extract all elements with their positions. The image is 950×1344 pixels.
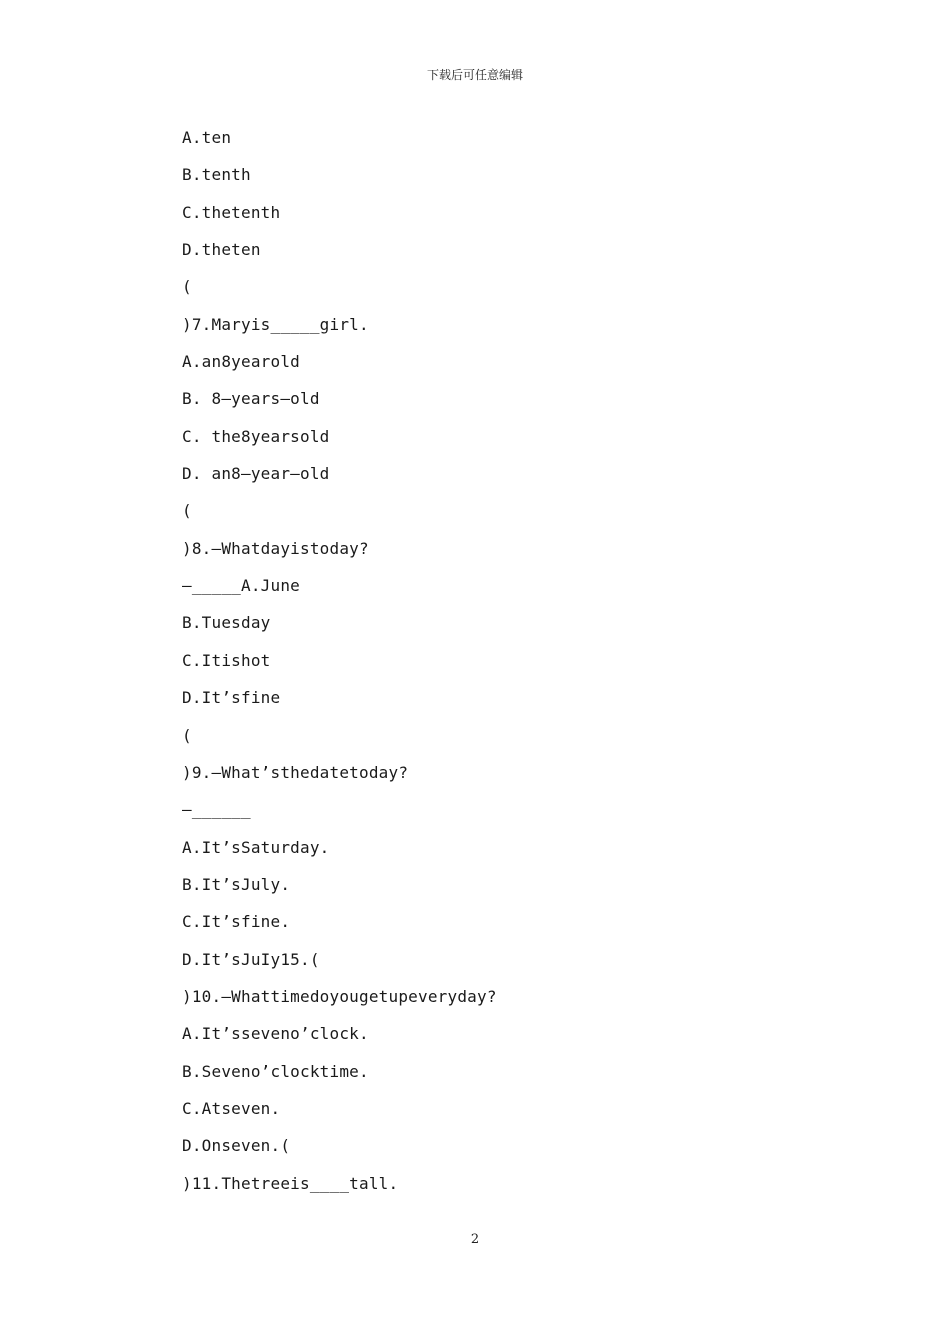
text-line: A.ten [182, 128, 232, 147]
question-line: )7.Maryis_____girl. [182, 314, 369, 334]
text-line: D.It’sJuIy15.( [182, 949, 320, 969]
text-line: A.It’sseveno’clock. [182, 1024, 369, 1044]
text-line: A.It’sSaturday. [182, 837, 330, 857]
text-line: D.Onseven.( [182, 1136, 291, 1156]
question-line: )9.—What’sthedatetoday? [182, 762, 409, 782]
document-body [182, 126, 802, 1209]
text-line: ( [182, 277, 192, 297]
page-header: 下载后可任意编辑 [426, 68, 523, 82]
question-line: )10.—Whattimedoyougetupeveryday? [182, 986, 497, 1006]
text-line: C.It’sfine. [182, 912, 291, 932]
question-line: )8.—Whatdayistoday? [182, 538, 369, 558]
text-line: —_____A.June [182, 576, 300, 596]
page-number: 2 [470, 1232, 480, 1247]
text-line: B.Seveno’clocktime. [182, 1061, 369, 1081]
text-line: C.Itishot [182, 650, 271, 670]
text-line: C. the8yearsold [182, 426, 330, 446]
text-line: B. 8—years—old [182, 389, 320, 409]
text-line: —______ [182, 800, 251, 820]
text-line: B.It’sJuly. [182, 874, 291, 894]
text-line: D.theten [182, 240, 261, 260]
text-line: A.an8yearold [182, 352, 300, 372]
text-line: D.It’sfine [182, 688, 281, 708]
question-line: )11.Thetreeis____tall. [182, 1173, 399, 1193]
text-line: C.thetenth [182, 202, 281, 222]
text-line: C.Atseven. [182, 1098, 281, 1118]
text-line: ( [182, 501, 192, 521]
text-line: B.Tuesday [182, 613, 271, 633]
text-line: B.tenth [182, 165, 251, 185]
text-line: ( [182, 725, 192, 745]
text-line: D. an8—year—old [182, 464, 330, 484]
